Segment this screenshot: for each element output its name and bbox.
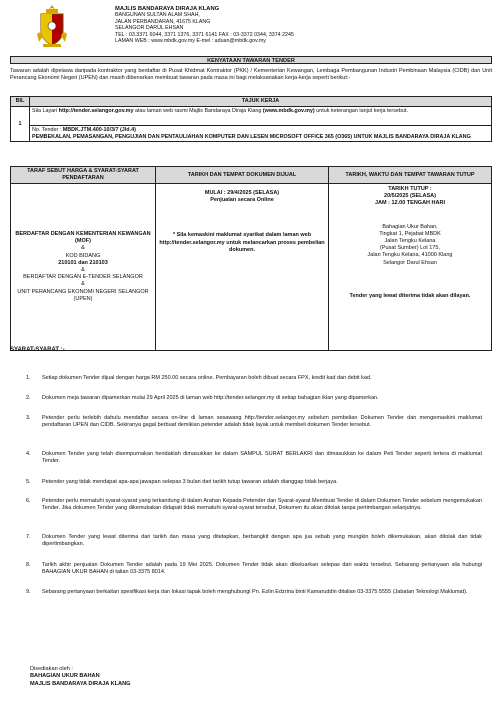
mbdk-website-link[interactable]: (www.mbdk.gov.my) — [262, 108, 315, 114]
place-line-3: Jalan Tengku Kelana — [384, 238, 436, 245]
sale-method: Penjualan secara Online — [210, 197, 274, 204]
tender-no-label: No. Tender : — [32, 127, 63, 133]
col-bil: BIL — [11, 97, 30, 107]
terms-section: SYARAT-SYARAT :- 1. Setiap dokumen Tender dijual dengan harga RM 250.00 secara online. Pembayaran boleh dibuat secara FPX, kredit kad dan debit kad. 2. Dokumen meja tawaran dipamerkan mulai 29 April 2025 di laman web http://tender.selangor.my di setiap bahagian iklan yang dipamerkan. 3. Petender perlu terlebih dahulu mendaftar secara on-line di laman sesawang http://tender.selangor.my sebelum pembelian Dokumen Tender dan mengemaskini maklumat pendaftaran UPEN dan CIDB. Sekiranya gagal berbuat demikian petender adalah tidak layak untuk membeli dokumen Tender tersebut. 4. Dokumen Tender yang telah disempurnakan hendaklah dimasukkan ke dalam SAMPUL SURAT BERLAKRI dan dimasukkan ke dalam Peti Tender seperti tertera di maklumat Tender. 5. Petender yang tidak mendapat apa-apa jawapan selepas 3 bulan dari tarikh tutup tawaran adalah dianggap tidak berjaya. 6. Petender perlu mematuhi syarat-syarat yang terkandung di dalam Arahan Kepada Petender dan Syarat-syarat Membuat Tender di dalam Dokumen Tender sebelum mengemukakan Tender. Jika dokumen Tender yang dikemukakan didapati tidak mematuhi syarat-syarat tersebut, Dokumen itu akan ditolak tanpa pertimbangan selanjutnya. 7. Dokumen Tender yang lewat diterima dari tarikh dan masa yang ditetapkan, berbangkit dengan apa jua sebab yang mungkin boleh dikemukakan, akan ditolak dan tidak dipertimbangkan. 8. Tarikh akhir penjualan Dokumen Tender adalah pada 19 Mei 2025. Dokumen Tender tidak akan dikeluarkan selepas dari waktu tersebut. Sebarang pertanyaan sila hubungi BAHAGIAN UKUR BAHAN di talian 03-3375 8014. 9. Sebarang pertanyaan berkaitan spesifikasi kerja dan lokasi tapak boleh menghubungi Pn. Ezlin Edzrina binti Kamaruddin ditalian 03-3375 5555 (Jabatan Teknologi Maklumat). — [10, 347, 492, 362]
sale-note: * Sila kemaskini maklumat syarikat dalam laman web http://tender.selangor.my untuk melancarkan proses pembelian dokumen. — [159, 232, 325, 253]
info-text-c: untuk keterangan lanjut kerja tersebut. — [314, 108, 408, 114]
contact-web-email: LAMAN WEB : www.mbdk.gov.my E-mel : aduan@mbdk.gov.my — [115, 38, 266, 45]
place-line-1: Bahagian Ukur Bahan, — [382, 223, 438, 230]
col-taraf: TARAF SEBUT HARGA & SYARAT-SYARAT PENDAFTARAN — [11, 167, 156, 184]
col-dokumen-dijual: TARIKH DAN TEMPAT DOKUMEN DIJUAL — [156, 167, 329, 184]
tender-no: MBDK.JTM.400-10/3/7 (Jld.4) — [62, 127, 136, 133]
prepared-by-dept: BAHAGIAN UKUR BAHAN — [30, 673, 100, 680]
intro-paragraph: Tawaran adalah dipelawa daripada kontraktor yang berdaftar di Pusat Khidmat Kontraktor (PKK) / Kementerian Kewangan, Lembaga Pembangunan Industri Pembinaan Malaysia (CIDB) dan Unit Perancang Ekonomi Negeri (UPEN) dan masih dibenarkan membuat tawaran pada masa ini bagi melaksanakan kerja-kerja seperti berikut:- — [10, 68, 492, 82]
col-tawaran-tutup: TARIKH, WAKTU DAN TEMPAT TAWARAN TUTUP — [329, 167, 492, 184]
col-tajuk-kerja: TAJUK KERJA — [30, 97, 492, 107]
reg-etender: BERDAFTAR DENGAN E-TENDER SELANGOR — [23, 274, 143, 281]
tender-details-table — [10, 166, 492, 351]
place-line-6: Selangor Darul Ehsan — [383, 259, 437, 266]
place-line-4: (Pusat Sumber) Lot 175, — [380, 245, 440, 252]
close-date: 20/5/2025 (SELASA) — [384, 193, 436, 200]
place-line-5: Jalan Tengku Kelana, 41000 Klang — [367, 252, 453, 259]
tender-cell — [30, 126, 492, 142]
row-number: 1 — [11, 107, 30, 142]
reg-codes: 210101 dan 210103 — [58, 259, 108, 266]
closing-info — [329, 184, 492, 351]
tender-link[interactable]: http://tender.selangor.gov.my — [58, 108, 134, 114]
late-notice: Tender yang lewat diterima tidak akan dilayan. — [349, 292, 471, 299]
prepared-by-label: Disediakan oleh : — [30, 666, 73, 672]
org-name: MAJLIS BANDARAYA DIRAJA KLANG — [115, 6, 220, 12]
reg-upen: UNIT PERANCANG EKONOMI NEGERI SELANGOR (UPEN) — [17, 288, 149, 302]
address-line-2: JALAN PERBANDARAN, 41675 KLANG — [115, 18, 211, 25]
close-time: JAM : 12.00 TENGAH HARI — [375, 200, 445, 207]
mbdk-crest-icon — [37, 4, 67, 48]
amp-2: & — [81, 267, 85, 273]
info-cell — [30, 107, 492, 126]
address-line-1: BANGUNAN SULTAN ALAM SHAH, — [115, 12, 200, 19]
work-title-table — [10, 96, 492, 142]
info-text-a: Sila Layari — [32, 108, 59, 114]
amp-3: & — [81, 281, 85, 288]
address-line-3: SELANGOR DARUL EHSAN — [115, 25, 184, 32]
info-text-b: atau laman web rasmi Majlis Bandaraya Diraja Klang — [133, 108, 263, 114]
prepared-by-org: MAJLIS BANDARAYA DIRAJA KLANG — [30, 680, 131, 687]
reg-kod-bidang: KOD BIDANG — [65, 252, 101, 259]
work-title: PEMBEKALAN, PEMASANGAN, PENGUJIAN DAN PENTAULIAHAN KOMPUTER DAN LESEN MICROSOFT OFFICE 365 (O365) UNTUK MAJLIS BANDARAYA DIRAJA KLANG — [32, 133, 471, 140]
signature-block — [30, 666, 131, 688]
letterhead — [35, 4, 495, 54]
place-line-2: Tingkat 1, Pejabat MBDK — [379, 230, 441, 237]
contact-phone: TEL : 03.3371 6044, 3371 1376, 3371 6141 FAX : 03-3372 0344, 3374 2245 — [115, 31, 294, 38]
sale-start-date: MULAI : 29/4/2025 (SELASA) — [204, 190, 280, 196]
amp-1: & — [81, 245, 85, 252]
notice-banner: KENYATAAN TAWARAN TENDER — [10, 56, 492, 64]
letterhead-text — [115, 6, 294, 44]
close-place — [332, 224, 488, 267]
terms-title: SYARAT-SYARAT :- — [10, 347, 65, 353]
document-sale-info — [156, 184, 329, 351]
registration-requirements — [11, 184, 156, 351]
reg-mof: BERDAFTAR DENGAN KEMENTERIAN KEWANGAN (MOF) — [15, 230, 151, 245]
close-label: TARIKH TUTUP : — [388, 186, 432, 192]
